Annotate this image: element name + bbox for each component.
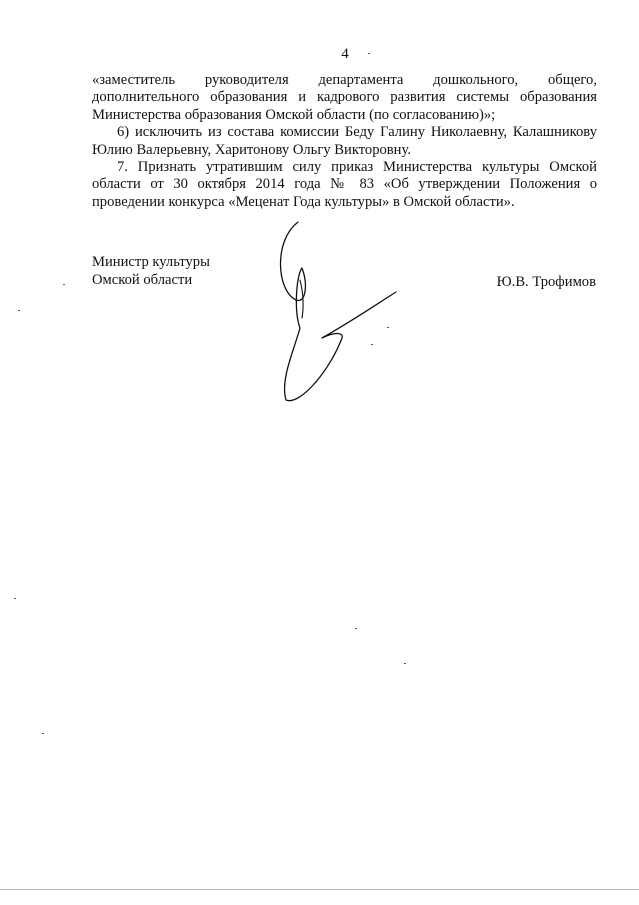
page-bottom-edge xyxy=(0,889,639,890)
paragraph: 6) исключить из состава комиссии Беду Галину Николаевну, Калашникову Юлию Валерьевну, Харитонову Ольгу Викторовну. xyxy=(92,124,597,158)
handwritten-signature xyxy=(270,220,400,410)
signer-position-line: Министр культуры xyxy=(92,254,210,270)
scan-speck xyxy=(355,628,357,629)
page-number: 4 xyxy=(341,46,349,62)
signer-name: Ю.В. Трофимов xyxy=(496,274,596,290)
scan-speck xyxy=(14,598,16,599)
scan-speck xyxy=(371,344,373,345)
document-body xyxy=(92,72,597,211)
scan-speck xyxy=(63,284,65,285)
scan-speck xyxy=(404,663,406,664)
scan-speck xyxy=(387,327,389,328)
scan-speck xyxy=(42,733,44,734)
signer-position-line: Омской области xyxy=(92,272,193,288)
paragraph: 7. Признать утратившим силу приказ Министерства культуры Омской области от 30 октября 2014 года № 83 «Об утверждении Положения о проведении конкурса «Меценат Года культуры» в Омской области». xyxy=(92,159,597,210)
signer-position xyxy=(92,253,210,289)
paragraph: «заместитель руководителя департамента дошкольного, общего, дополнительного образования и кадрового развития системы образования Министерства образования Омской области (по согласованию)»; xyxy=(92,72,597,123)
scan-speck xyxy=(18,310,20,311)
scan-speck xyxy=(368,53,370,54)
